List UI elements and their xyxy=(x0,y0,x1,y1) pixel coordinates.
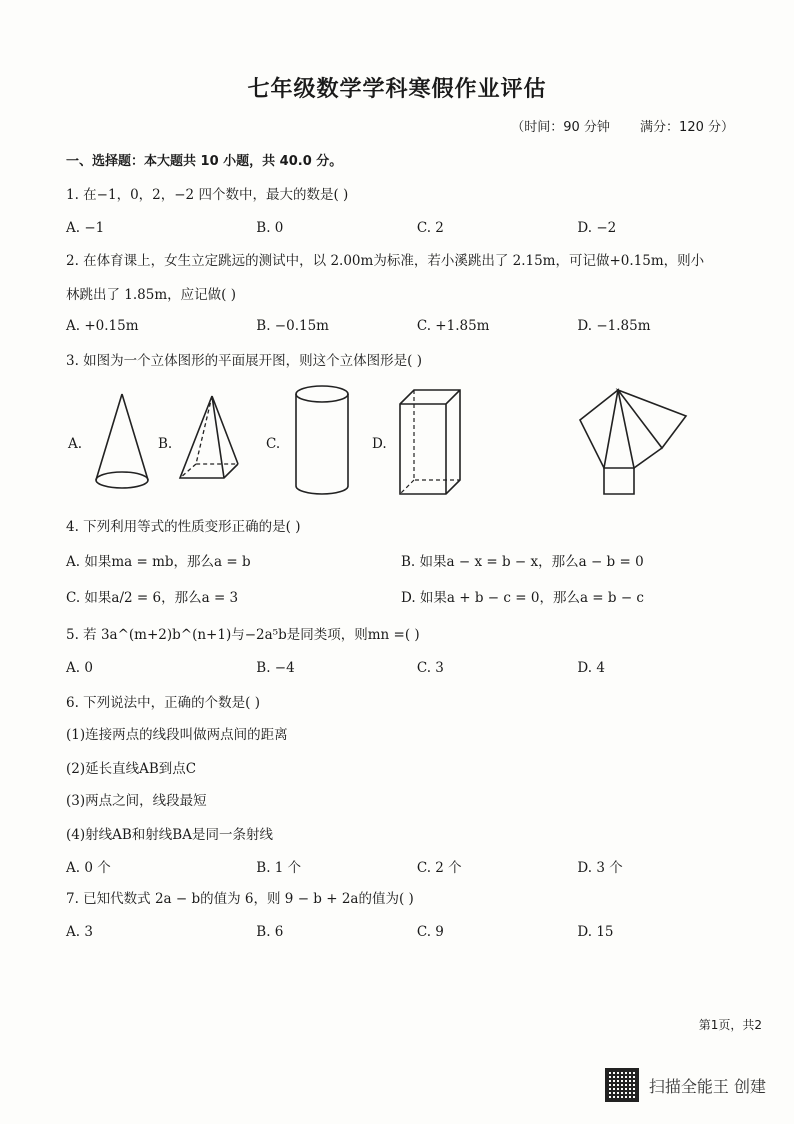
qr-code-icon xyxy=(605,1068,639,1102)
question-1-options xyxy=(66,220,736,236)
page-footer: 第1页，共2 xyxy=(698,1018,762,1032)
figure-label-b: B. xyxy=(158,436,173,452)
question-4-options-row2 xyxy=(66,586,736,606)
option: B. 如果a − x = b − x，那么a − b = 0 xyxy=(401,554,644,570)
option: A. 3 xyxy=(66,924,93,940)
option: A. +0.15m xyxy=(66,318,139,334)
option: C. 2 个 xyxy=(416,860,462,876)
option: B. −4 xyxy=(256,660,295,676)
scanner-watermark xyxy=(605,1068,766,1102)
option: C. 如果a/2 = 6，那么a = 3 xyxy=(66,590,239,606)
question-4-options-row1 xyxy=(66,550,736,570)
question-3: 3. 如图为一个立体图形的平面展开图，则这个立体图形是( ) xyxy=(66,353,422,369)
question-7: 7. 已知代数式 2a − b的值为 6，则 9 − b + 2a的值为( ) xyxy=(66,891,414,907)
option: A. 如果ma = mb，那么a = b xyxy=(66,554,251,570)
option: A. 0 xyxy=(66,660,93,676)
statement-2: (2)延长直线AB到点C xyxy=(66,761,197,777)
prism-figure xyxy=(396,384,466,498)
cylinder-figure xyxy=(292,384,352,498)
exam-meta xyxy=(505,116,734,135)
exam-time: （时间：90 分钟 xyxy=(511,120,610,135)
option: B. 6 xyxy=(256,924,284,940)
figure-label-a: A. xyxy=(68,436,83,452)
watermark-text: 扫描全能王 创建 xyxy=(648,1076,766,1096)
statement-4: (4)射线AB和射线BA是同一条射线 xyxy=(66,827,273,843)
figure-label-c: C. xyxy=(266,436,281,452)
statement-1: (1)连接两点的线段叫做两点间的距离 xyxy=(66,727,288,743)
option: C. 2 xyxy=(416,220,444,236)
option: C. +1.85m xyxy=(416,318,490,334)
option: A. 0 个 xyxy=(66,860,111,876)
question-2-line1: 2. 在体育课上，女生立定跳远的测试中，以 2.00m为标准，若小溪跳出了 2.15m，可记做+0.15m，则小 xyxy=(66,253,705,269)
pyramid-figure xyxy=(174,392,244,488)
option: B. −0.15m xyxy=(256,318,329,334)
question-1: 1. 在−1，0，2，−2 四个数中，最大的数是( ) xyxy=(66,187,349,203)
page-title: 七年级数学学科寒假作业评估 xyxy=(247,77,547,102)
section-heading: 一、选择题：本大题共 10 小题，共 40.0 分。 xyxy=(66,154,343,169)
exam-score: 满分：120 分） xyxy=(640,120,734,135)
option: B. 1 个 xyxy=(256,860,302,876)
question-2-options xyxy=(66,318,736,334)
option: A. −1 xyxy=(66,220,105,236)
option: D. 如果a + b − c = 0，那么a = b − c xyxy=(401,590,644,606)
option: D. 4 xyxy=(577,660,605,676)
question-3-figures xyxy=(66,382,746,512)
option: D. 3 个 xyxy=(577,860,623,876)
question-5: 5. 若 3a^(m+2)b^(n+1)与−2a⁵b是同类项，则mn =( ) xyxy=(66,627,420,643)
question-7-options xyxy=(66,924,736,940)
net-figure xyxy=(576,386,706,496)
cone-figure xyxy=(92,390,152,496)
option: B. 0 xyxy=(256,220,284,236)
question-4: 4. 下列利用等式的性质变形正确的是( ) xyxy=(66,519,301,535)
question-2-line2: 林跳出了 1.85m，应记做( ) xyxy=(66,287,236,303)
option: D. −1.85m xyxy=(577,318,651,334)
figure-label-d: D. xyxy=(372,436,387,452)
option: D. 15 xyxy=(577,924,614,940)
option: C. 9 xyxy=(416,924,444,940)
statement-3: (3)两点之间，线段最短 xyxy=(66,793,207,809)
option: C. 3 xyxy=(416,660,444,676)
option: D. −2 xyxy=(577,220,617,236)
question-6: 6. 下列说法中，正确的个数是( ) xyxy=(66,695,260,711)
question-5-options xyxy=(66,660,736,676)
question-6-options xyxy=(66,856,736,876)
